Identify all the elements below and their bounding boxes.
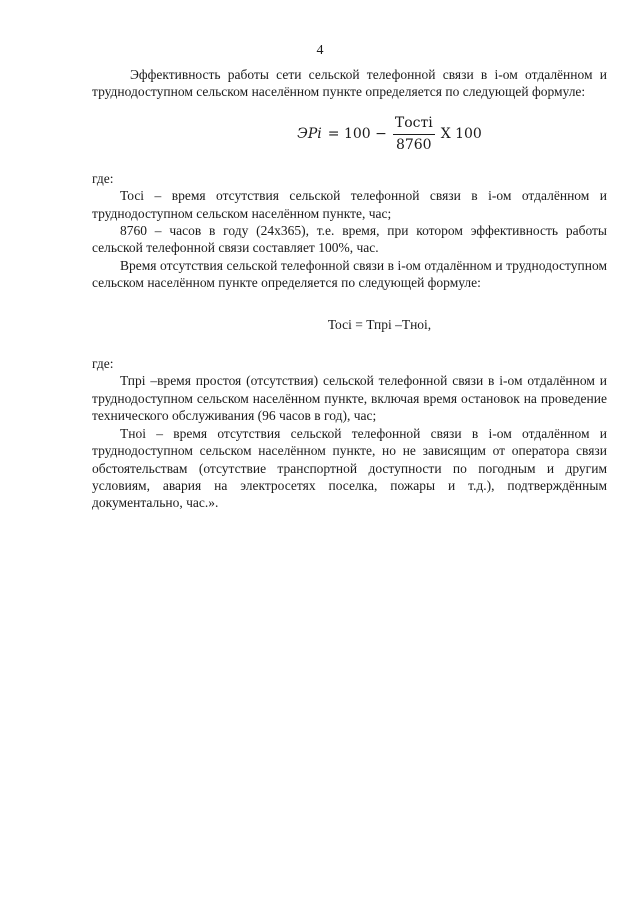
- definition-tno: Тноi – время отсутствия сельской телефонной связи в i-ом отдалённом и труднодоступном сельском населённом пункте, но не зависящим от оператора связи обстоятельствам (отсутствие транспортной доступности по погодным и другим условиям, авария на электросетях поселка, пожары и т.д.), подтверждённым документально, час.».: [92, 425, 607, 511]
- formula-fraction: [393, 115, 435, 155]
- downtime-formula: Тосi = Тпрi –Тноi,: [327, 316, 432, 332]
- formula-denominator: 8760: [395, 137, 432, 154]
- intro-paragraph: Эффективность работы сети сельской телефонной связи в i-ом отдалённом и труднодоступном сельском населённом пункте определяется по следующей формуле:: [92, 67, 607, 100]
- formula-equals: = 100 −: [327, 126, 387, 143]
- formula-numerator: Тостi: [393, 115, 435, 135]
- page-number: 4: [316, 43, 324, 58]
- definition-tpr: Тпрi –время простоя (отсутствия) сельской телефонной связи в i-ом отдалённом и труднодоступном сельском населённом пункте, включая время остановок на проведение технического обслуживания (96 часов в год), час;: [92, 373, 607, 424]
- efficiency-formula: [92, 109, 607, 161]
- downtime-paragraph: Время отсутствия сельской телефонной связи в i-ом отдалённом и труднодоступном сельском населённом пункте определяется по следующей формуле:: [92, 257, 607, 291]
- formula-lhs: ЭРi: [297, 126, 322, 143]
- definition-tos: Тосi – время отсутствия сельской телефонной связи в i-ом отдалённом и труднодоступном сельском населённом пункте, час;: [92, 188, 607, 221]
- formula-rhs: X 100: [440, 126, 482, 143]
- definition-8760: 8760 – часов в году (24х365), т.е. время, при котором эффективность работы сельской телефонной связи составляет 100%, час.: [92, 223, 607, 256]
- document-body: [92, 66, 607, 512]
- where-label-1: где:: [92, 170, 114, 186]
- where-label-2: где:: [92, 356, 114, 372]
